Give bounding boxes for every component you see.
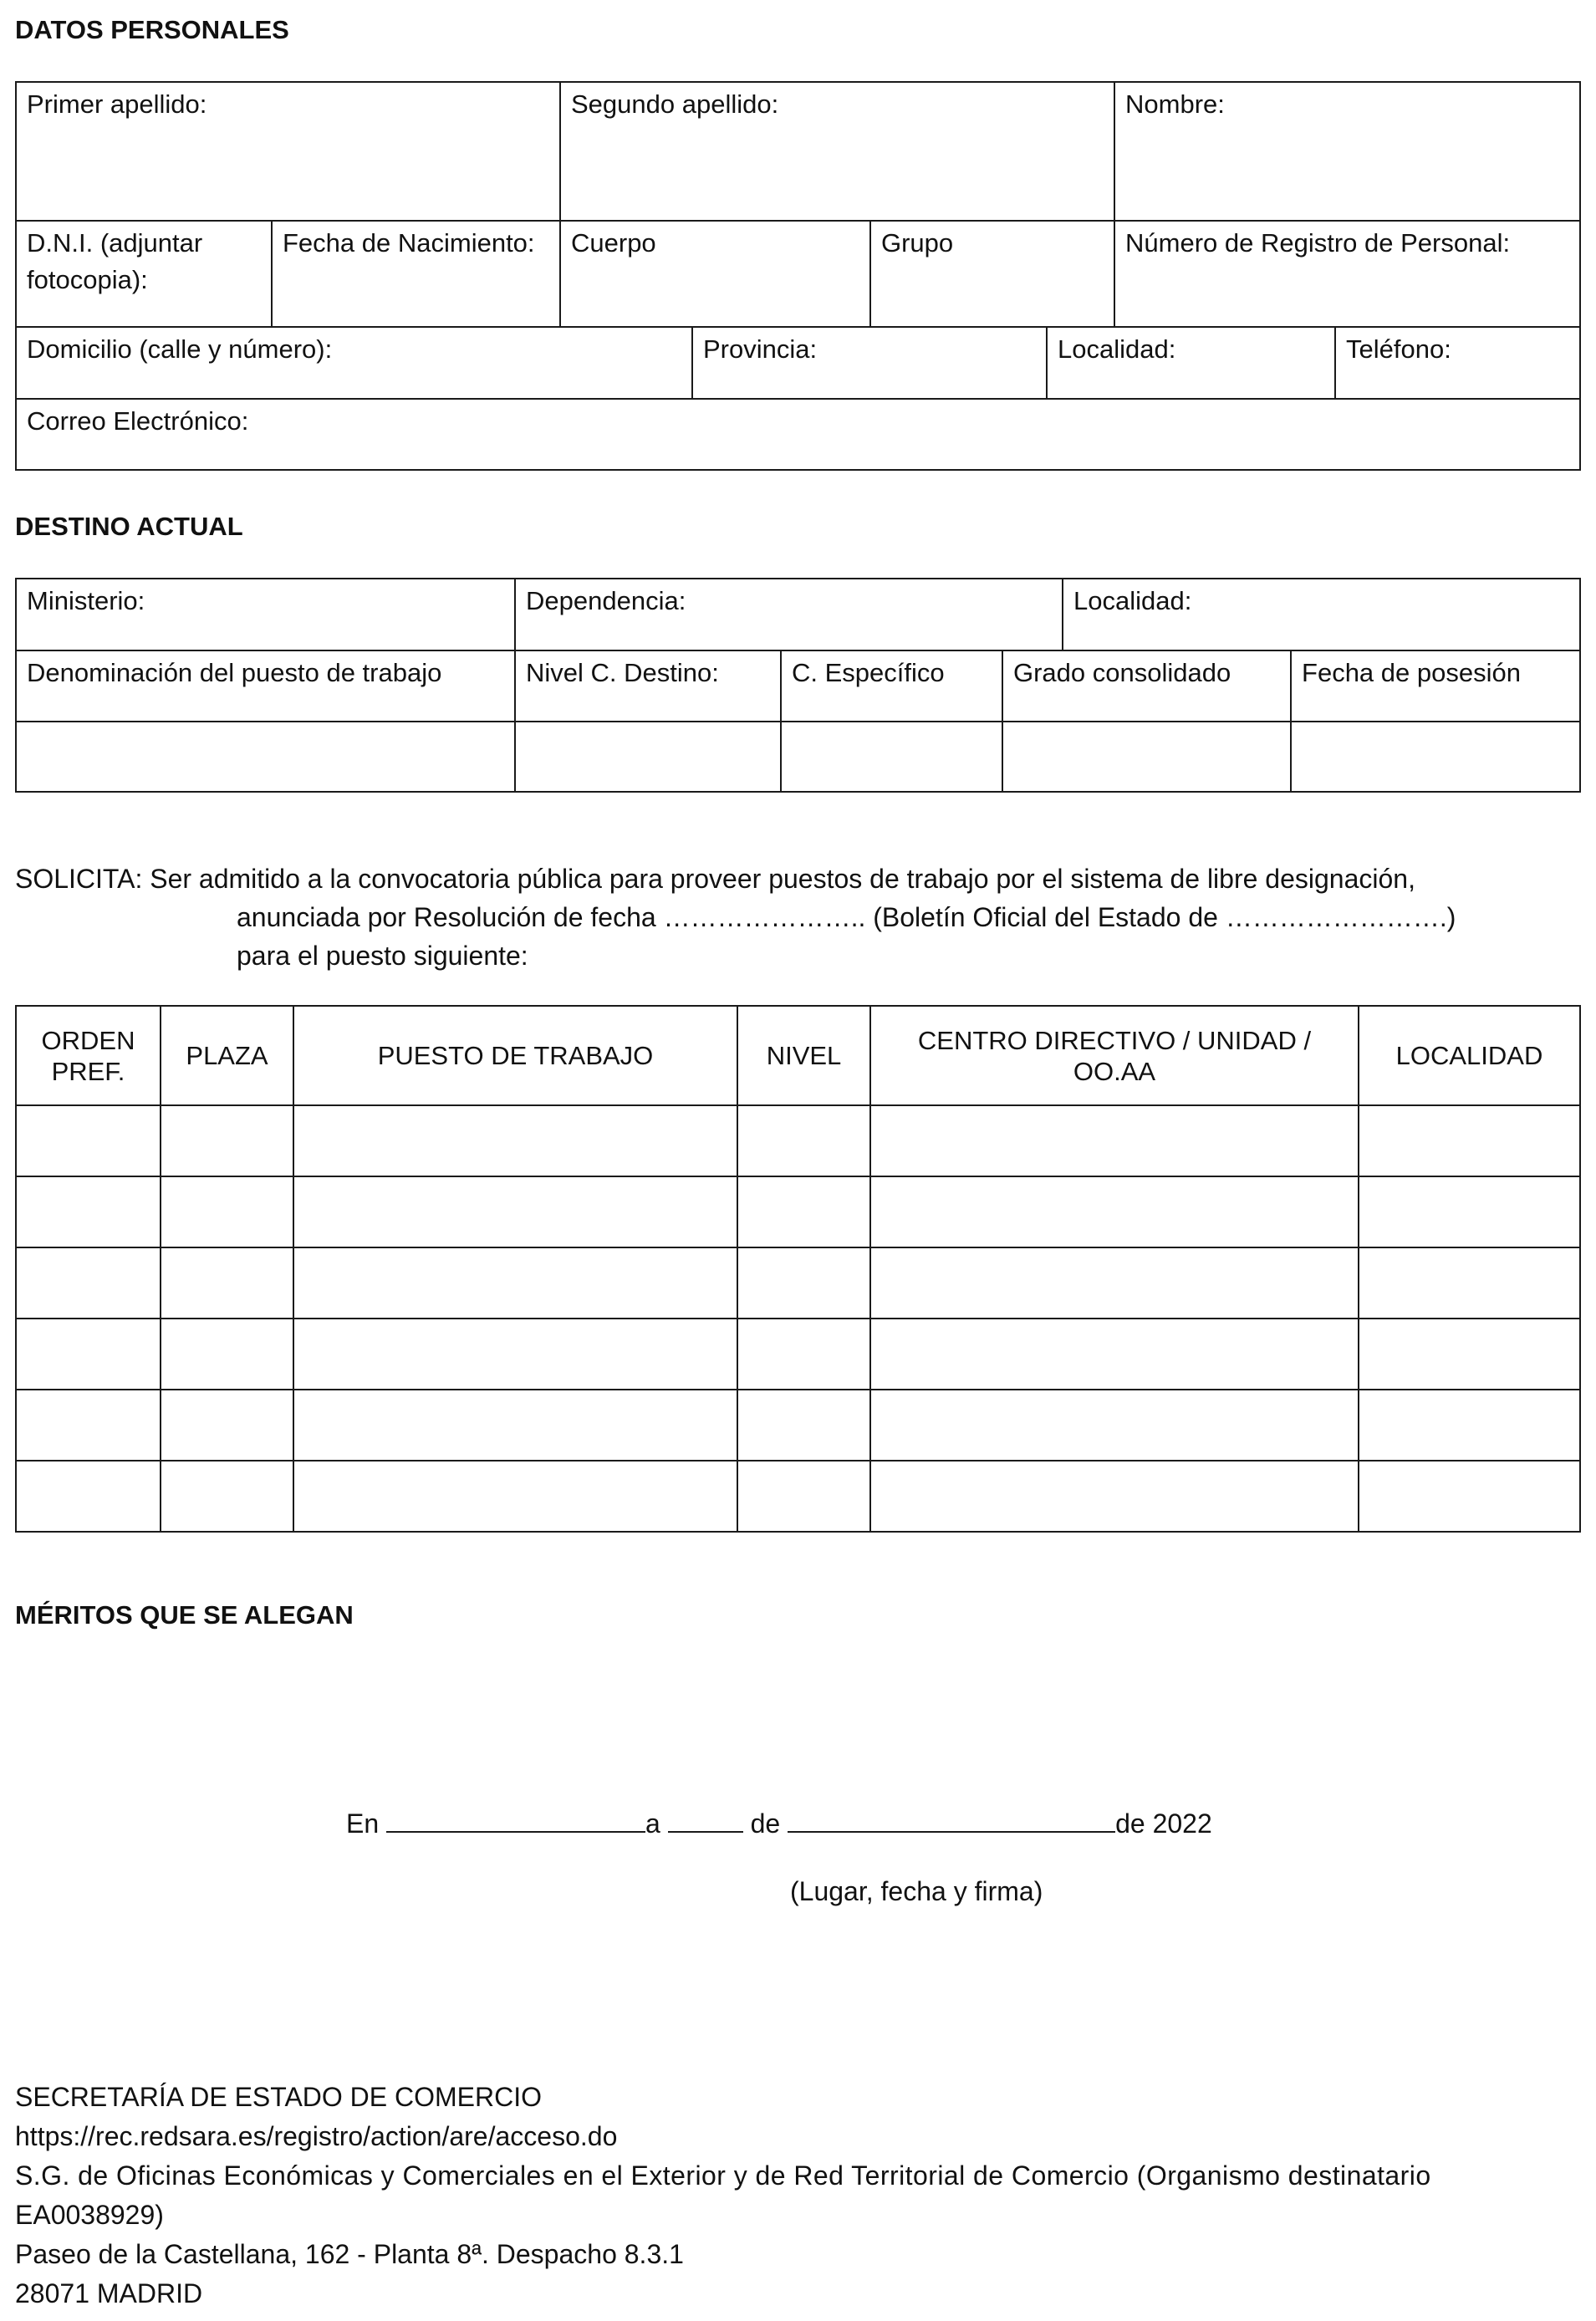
primer-apellido-field[interactable]: Primer apellido: bbox=[16, 82, 560, 221]
nivel-destino-header: Nivel C. Destino: bbox=[515, 650, 781, 722]
job-cell-centro[interactable] bbox=[870, 1461, 1359, 1532]
destino-localidad-field[interactable]: Localidad: bbox=[1063, 579, 1580, 650]
section-title-meritos: MÉRITOS QUE SE ALEGAN bbox=[15, 1600, 354, 1630]
signature-line bbox=[346, 1804, 1212, 1843]
lugar-blank[interactable] bbox=[386, 1806, 645, 1833]
footer-secretaria: SECRETARÍA DE ESTADO DE COMERCIO bbox=[15, 2082, 543, 2112]
correo-field[interactable]: Correo Electrónico: bbox=[16, 399, 1580, 470]
job-cell-centro[interactable] bbox=[870, 1247, 1359, 1319]
job-cell-nivel[interactable] bbox=[737, 1176, 870, 1247]
sign-de-label: de bbox=[750, 1808, 781, 1839]
col-localidad: LOCALIDAD bbox=[1359, 1006, 1580, 1105]
cuerpo-field[interactable]: Cuerpo bbox=[560, 221, 870, 327]
signature-caption: (Lugar, fecha y firma) bbox=[790, 1876, 1043, 1906]
section-title-datos-personales: DATOS PERSONALES bbox=[15, 15, 289, 44]
nrp-field[interactable]: Número de Registro de Personal: bbox=[1114, 221, 1580, 327]
fecha-posesion-header: Fecha de posesión bbox=[1291, 650, 1580, 722]
section-title-destino-actual: DESTINO ACTUAL bbox=[15, 512, 243, 541]
footer-sg: S.G. de Oficinas Económicas y Comerciales en el Exterior y de Red Territorial de Comercio (Organismo destinatario bbox=[15, 2160, 1431, 2191]
job-cell-localidad[interactable] bbox=[1359, 1105, 1580, 1176]
footer-city: 28071 MADRID bbox=[15, 2278, 203, 2308]
job-cell-centro[interactable] bbox=[870, 1319, 1359, 1390]
job-cell-puesto[interactable] bbox=[293, 1105, 737, 1176]
segundo-apellido-field[interactable]: Segundo apellido: bbox=[560, 82, 1114, 221]
nivel-destino-input[interactable] bbox=[515, 722, 781, 792]
job-cell-nivel[interactable] bbox=[737, 1390, 870, 1461]
grado-input[interactable] bbox=[1002, 722, 1291, 792]
footer-address bbox=[15, 2078, 1579, 2313]
personal-data-table bbox=[15, 81, 1581, 328]
footer-code: EA0038929) bbox=[15, 2200, 164, 2230]
job-cell-orden[interactable] bbox=[16, 1461, 161, 1532]
job-cell-localidad[interactable] bbox=[1359, 1461, 1580, 1532]
jobs-table bbox=[15, 1005, 1581, 1533]
job-cell-orden[interactable] bbox=[16, 1176, 161, 1247]
sign-en-label: En bbox=[346, 1808, 380, 1839]
denominacion-header: Denominación del puesto de trabajo bbox=[16, 650, 515, 722]
sign-a-label: a bbox=[645, 1808, 660, 1839]
fecha-nacimiento-field[interactable]: Fecha de Nacimiento: bbox=[272, 221, 560, 327]
job-cell-centro[interactable] bbox=[870, 1105, 1359, 1176]
solicita-paragraph bbox=[15, 860, 1579, 975]
job-cell-plaza[interactable] bbox=[161, 1319, 293, 1390]
jobs-table-row bbox=[16, 1461, 1580, 1532]
grupo-field[interactable]: Grupo bbox=[870, 221, 1114, 327]
job-cell-orden[interactable] bbox=[16, 1247, 161, 1319]
dependencia-field[interactable]: Dependencia: bbox=[515, 579, 1063, 650]
footer-url[interactable]: https://rec.redsara.es/registro/action/are/acceso.do bbox=[15, 2121, 618, 2151]
jobs-table-row bbox=[16, 1105, 1580, 1176]
job-cell-puesto[interactable] bbox=[293, 1176, 737, 1247]
fecha-posesion-input[interactable] bbox=[1291, 722, 1580, 792]
job-cell-centro[interactable] bbox=[870, 1176, 1359, 1247]
col-puesto-trabajo: PUESTO DE TRABAJO bbox=[293, 1006, 737, 1105]
telefono-field[interactable]: Teléfono: bbox=[1335, 327, 1580, 399]
mes-blank[interactable] bbox=[788, 1806, 1115, 1833]
grado-header: Grado consolidado bbox=[1002, 650, 1291, 722]
job-cell-centro[interactable] bbox=[870, 1390, 1359, 1461]
provincia-field[interactable]: Provincia: bbox=[692, 327, 1047, 399]
job-cell-puesto[interactable] bbox=[293, 1390, 737, 1461]
solicita-label: SOLICITA: bbox=[15, 864, 143, 894]
job-cell-nivel[interactable] bbox=[737, 1461, 870, 1532]
solicita-line2: anunciada por Resolución de fecha ………………….. (Boletín Oficial del Estado de …………………….) bbox=[237, 902, 1456, 932]
dni-field[interactable]: D.N.I. (adjuntar fotocopia): bbox=[16, 221, 272, 327]
jobs-table-row bbox=[16, 1390, 1580, 1461]
job-cell-plaza[interactable] bbox=[161, 1176, 293, 1247]
col-orden-pref: ORDEN PREF. bbox=[16, 1006, 161, 1105]
footer-street: Paseo de la Castellana, 162 - Planta 8ª. Despacho 8.3.1 bbox=[15, 2239, 684, 2269]
job-cell-orden[interactable] bbox=[16, 1105, 161, 1176]
solicita-line3: para el puesto siguiente: bbox=[237, 941, 528, 971]
domicilio-field[interactable]: Domicilio (calle y número): bbox=[16, 327, 692, 399]
job-cell-puesto[interactable] bbox=[293, 1461, 737, 1532]
job-cell-orden[interactable] bbox=[16, 1390, 161, 1461]
job-cell-puesto[interactable] bbox=[293, 1319, 737, 1390]
ministerio-field[interactable]: Ministerio: bbox=[16, 579, 515, 650]
col-plaza: PLAZA bbox=[161, 1006, 293, 1105]
sign-year-label: de 2022 bbox=[1115, 1808, 1212, 1839]
solicita-line1: Ser admitido a la convocatoria pública para proveer puestos de trabajo por el sistema de libre designación, bbox=[150, 864, 1415, 894]
job-cell-plaza[interactable] bbox=[161, 1105, 293, 1176]
job-cell-localidad[interactable] bbox=[1359, 1390, 1580, 1461]
job-cell-nivel[interactable] bbox=[737, 1105, 870, 1176]
job-cell-nivel[interactable] bbox=[737, 1247, 870, 1319]
nombre-field[interactable]: Nombre: bbox=[1114, 82, 1580, 221]
destino-table bbox=[15, 578, 1581, 793]
job-cell-puesto[interactable] bbox=[293, 1247, 737, 1319]
jobs-table-row bbox=[16, 1247, 1580, 1319]
dia-blank[interactable] bbox=[668, 1806, 743, 1833]
col-nivel: NIVEL bbox=[737, 1006, 870, 1105]
denominacion-input[interactable] bbox=[16, 722, 515, 792]
job-cell-plaza[interactable] bbox=[161, 1390, 293, 1461]
especifico-input[interactable] bbox=[781, 722, 1002, 792]
especifico-header: C. Específico bbox=[781, 650, 1002, 722]
job-cell-localidad[interactable] bbox=[1359, 1319, 1580, 1390]
job-cell-nivel[interactable] bbox=[737, 1319, 870, 1390]
job-cell-localidad[interactable] bbox=[1359, 1176, 1580, 1247]
job-cell-orden[interactable] bbox=[16, 1319, 161, 1390]
jobs-table-row bbox=[16, 1319, 1580, 1390]
job-cell-plaza[interactable] bbox=[161, 1247, 293, 1319]
localidad-field[interactable]: Localidad: bbox=[1047, 327, 1335, 399]
address-table bbox=[15, 326, 1581, 471]
col-centro-directivo: CENTRO DIRECTIVO / UNIDAD / OO.AA bbox=[870, 1006, 1359, 1105]
job-cell-plaza[interactable] bbox=[161, 1461, 293, 1532]
jobs-table-row bbox=[16, 1176, 1580, 1247]
job-cell-localidad[interactable] bbox=[1359, 1247, 1580, 1319]
